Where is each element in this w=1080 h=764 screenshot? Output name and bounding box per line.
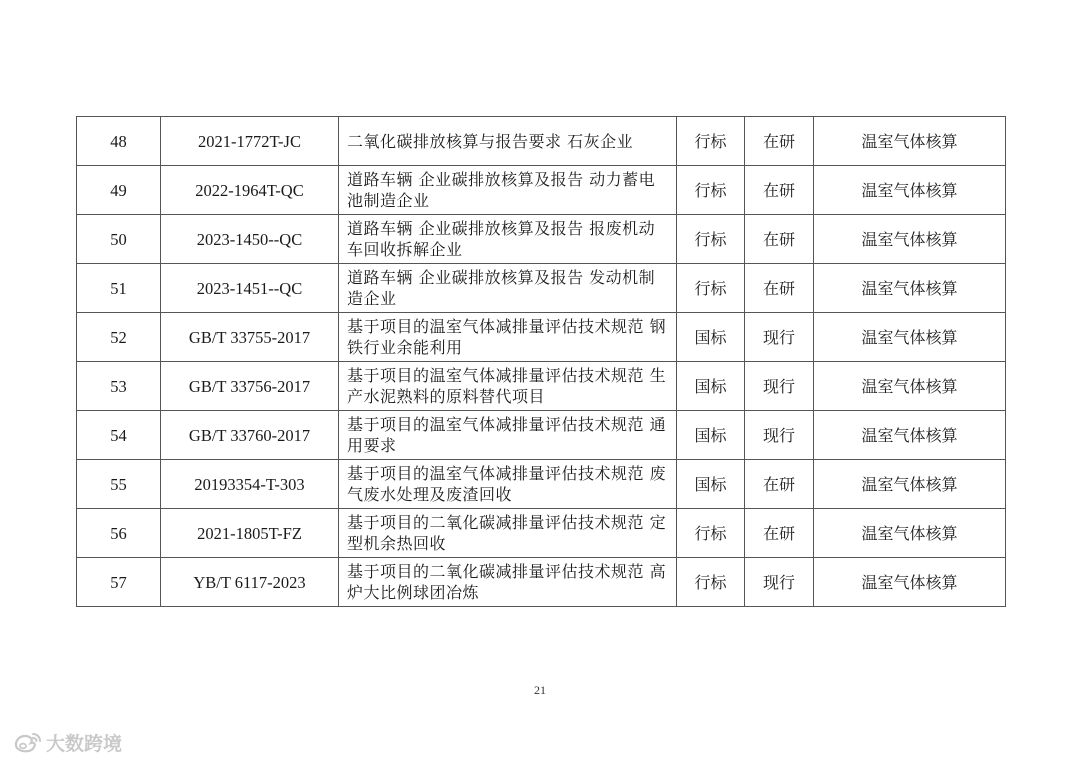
standard-category: 温室气体核算 (814, 313, 1006, 362)
standard-category: 温室气体核算 (814, 117, 1006, 166)
standard-category: 温室气体核算 (814, 460, 1006, 509)
standard-name: 基于项目的二氧化碳减排量评估技术规范 高炉大比例球团冶炼 (339, 558, 677, 607)
row-number: 48 (77, 117, 161, 166)
row-number: 55 (77, 460, 161, 509)
standard-code: GB/T 33756-2017 (161, 362, 339, 411)
standard-status: 在研 (745, 509, 814, 558)
standard-name: 基于项目的温室气体减排量评估技术规范 通用要求 (339, 411, 677, 460)
standard-code: 2022-1964T-QC (161, 166, 339, 215)
standard-level: 国标 (677, 411, 745, 460)
standard-code: 20193354-T-303 (161, 460, 339, 509)
table-row (77, 215, 1006, 264)
row-number: 52 (77, 313, 161, 362)
page-number: 21 (534, 683, 546, 697)
row-number: 57 (77, 558, 161, 607)
standard-category: 温室气体核算 (814, 558, 1006, 607)
standard-level: 行标 (677, 166, 745, 215)
standard-level: 国标 (677, 362, 745, 411)
standard-level: 国标 (677, 460, 745, 509)
table-row (77, 362, 1006, 411)
row-number: 53 (77, 362, 161, 411)
standard-category: 温室气体核算 (814, 411, 1006, 460)
standard-code: YB/T 6117-2023 (161, 558, 339, 607)
standard-level: 行标 (677, 215, 745, 264)
standard-code: GB/T 33760-2017 (161, 411, 339, 460)
standard-level: 行标 (677, 264, 745, 313)
standard-level: 行标 (677, 117, 745, 166)
standard-name: 道路车辆 企业碳排放核算及报告 发动机制造企业 (339, 264, 677, 313)
watermark (12, 728, 122, 756)
standard-level: 行标 (677, 558, 745, 607)
row-number: 51 (77, 264, 161, 313)
row-number: 49 (77, 166, 161, 215)
standard-code: 2021-1772T-JC (161, 117, 339, 166)
standard-name: 基于项目的温室气体减排量评估技术规范 钢铁行业余能利用 (339, 313, 677, 362)
table-row (77, 264, 1006, 313)
table-row (77, 509, 1006, 558)
standard-code: GB/T 33755-2017 (161, 313, 339, 362)
standard-level: 国标 (677, 313, 745, 362)
table-row (77, 166, 1006, 215)
standard-status: 在研 (745, 215, 814, 264)
standard-name: 道路车辆 企业碳排放核算及报告 动力蓄电池制造企业 (339, 166, 677, 215)
table-row (77, 558, 1006, 607)
standard-name: 基于项目的温室气体减排量评估技术规范 废气废水处理及废渣回收 (339, 460, 677, 509)
standard-code: 2023-1451--QC (161, 264, 339, 313)
standard-name: 基于项目的温室气体减排量评估技术规范 生产水泥熟料的原料替代项目 (339, 362, 677, 411)
standard-category: 温室气体核算 (814, 509, 1006, 558)
standard-status: 现行 (745, 362, 814, 411)
standard-name: 二氧化碳排放核算与报告要求 石灰企业 (339, 117, 677, 166)
table-row (77, 411, 1006, 460)
row-number: 50 (77, 215, 161, 264)
standard-level: 行标 (677, 509, 745, 558)
standard-category: 温室气体核算 (814, 362, 1006, 411)
standard-category: 温室气体核算 (814, 264, 1006, 313)
table-row (77, 460, 1006, 509)
standards-table (76, 116, 1006, 607)
standard-status: 在研 (745, 264, 814, 313)
table-row (77, 313, 1006, 362)
standard-name: 道路车辆 企业碳排放核算及报告 报废机动车回收拆解企业 (339, 215, 677, 264)
row-number: 54 (77, 411, 161, 460)
row-number: 56 (77, 509, 161, 558)
weibo-logo-icon (12, 730, 42, 754)
standard-status: 在研 (745, 460, 814, 509)
standard-category: 温室气体核算 (814, 166, 1006, 215)
standard-status: 在研 (745, 117, 814, 166)
table-row (77, 117, 1006, 166)
standard-status: 现行 (745, 313, 814, 362)
watermark-text: 大数跨境 (46, 732, 123, 755)
standard-category: 温室气体核算 (814, 215, 1006, 264)
standard-status: 现行 (745, 411, 814, 460)
standard-code: 2021-1805T-FZ (161, 509, 339, 558)
standard-status: 在研 (745, 166, 814, 215)
standard-name: 基于项目的二氧化碳减排量评估技术规范 定型机余热回收 (339, 509, 677, 558)
standard-code: 2023-1450--QC (161, 215, 339, 264)
standard-status: 现行 (745, 558, 814, 607)
